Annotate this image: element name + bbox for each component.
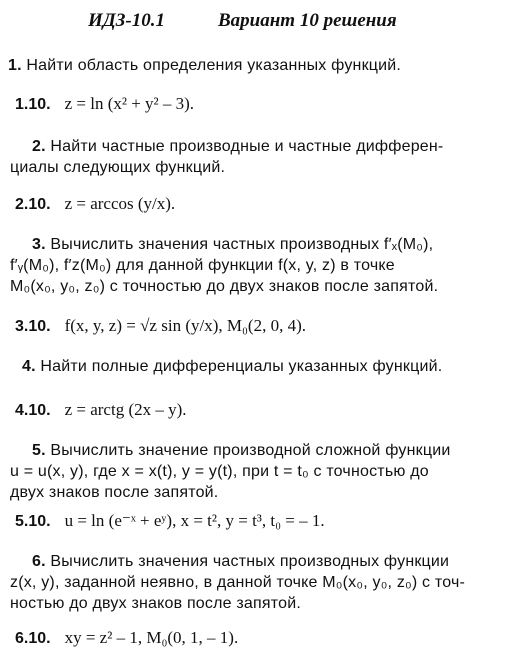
task-5-line-2: u = u(x, y), где x = x(t), y = y(t), при t = t₀ с точностью до	[10, 463, 429, 480]
task-4-text: Найти полные дифференциалы указанных функций.	[40, 358, 443, 375]
task-6-statement	[10, 551, 505, 614]
task-2-item-number: 2.10.	[15, 196, 51, 213]
task-3-number: 3.	[32, 236, 46, 253]
task-6-item-expression: xy = z² – 1, M₀(0, 1, – 1).	[64, 628, 239, 647]
task-1-item	[15, 93, 194, 116]
task-4-statement	[10, 356, 505, 377]
variant-title: Вариант 10 решения	[218, 10, 397, 31]
task-2-line-1: Найти частные производные и частные дифферен-	[50, 138, 444, 155]
task-1-item-expression: z = ln (x² + y² – 3).	[64, 94, 195, 113]
task-2-number: 2.	[32, 138, 46, 155]
task-4-item-expression: z = arctg (2x – y).	[64, 400, 187, 419]
task-3-statement	[10, 234, 505, 297]
task-1-number: 1.	[8, 57, 22, 74]
task-4-item-number: 4.10.	[15, 402, 51, 419]
document-header	[0, 10, 521, 36]
task-6-line-1: Вычислить значения частных производных функции	[50, 553, 450, 570]
task-1-text: Найти область определения указанных функций.	[26, 57, 402, 74]
task-4-item	[15, 399, 187, 422]
task-3-line-1: Вычислить значения частных производных f′ₓ(M₀),	[50, 236, 434, 253]
task-2-statement	[10, 136, 505, 178]
task-4-number: 4.	[22, 358, 36, 375]
task-6-item-number: 6.10.	[15, 630, 51, 647]
assignment-title: ИДЗ-10.1	[88, 10, 166, 31]
task-3-line-2: f′ᵧ(M₀), f′z(M₀) для данной функции f(x, y, z) в точке	[10, 257, 395, 274]
task-5-item-expression: u = ln (e⁻ˣ + eʸ), x = t², y = t³, t₀ = – 1.	[64, 511, 325, 530]
task-3-item	[15, 315, 306, 338]
task-2-item	[15, 193, 175, 216]
task-6-item	[15, 627, 238, 650]
task-5-line-3: двух знаков после запятой.	[10, 484, 219, 501]
task-6-line-3: ностью до двух знаков после запятой.	[10, 595, 301, 612]
task-3-item-number: 3.10.	[15, 318, 51, 335]
task-1-statement	[8, 55, 503, 76]
task-5-item	[15, 510, 325, 533]
task-5-statement	[10, 440, 505, 503]
task-6-number: 6.	[32, 553, 46, 570]
task-3-line-3: M₀(x₀, y₀, z₀) с точностью до двух знаков после запятой.	[10, 278, 439, 295]
task-5-item-number: 5.10.	[15, 513, 51, 530]
task-1-item-number: 1.10.	[15, 96, 51, 113]
task-5-line-1: Вычислить значение производной сложной функции	[50, 442, 451, 459]
task-6-line-2: z(x, y), заданной неявно, в данной точке M₀(x₀, y₀, z₀) с точ-	[10, 574, 466, 591]
task-5-number: 5.	[32, 442, 46, 459]
task-3-item-expression: f(x, y, z) = √z sin (y/x), M₀(2, 0, 4).	[64, 316, 306, 335]
task-2-line-2: циалы следующих функций.	[10, 159, 226, 176]
task-2-item-expression: z = arccos (y/x).	[64, 194, 176, 213]
